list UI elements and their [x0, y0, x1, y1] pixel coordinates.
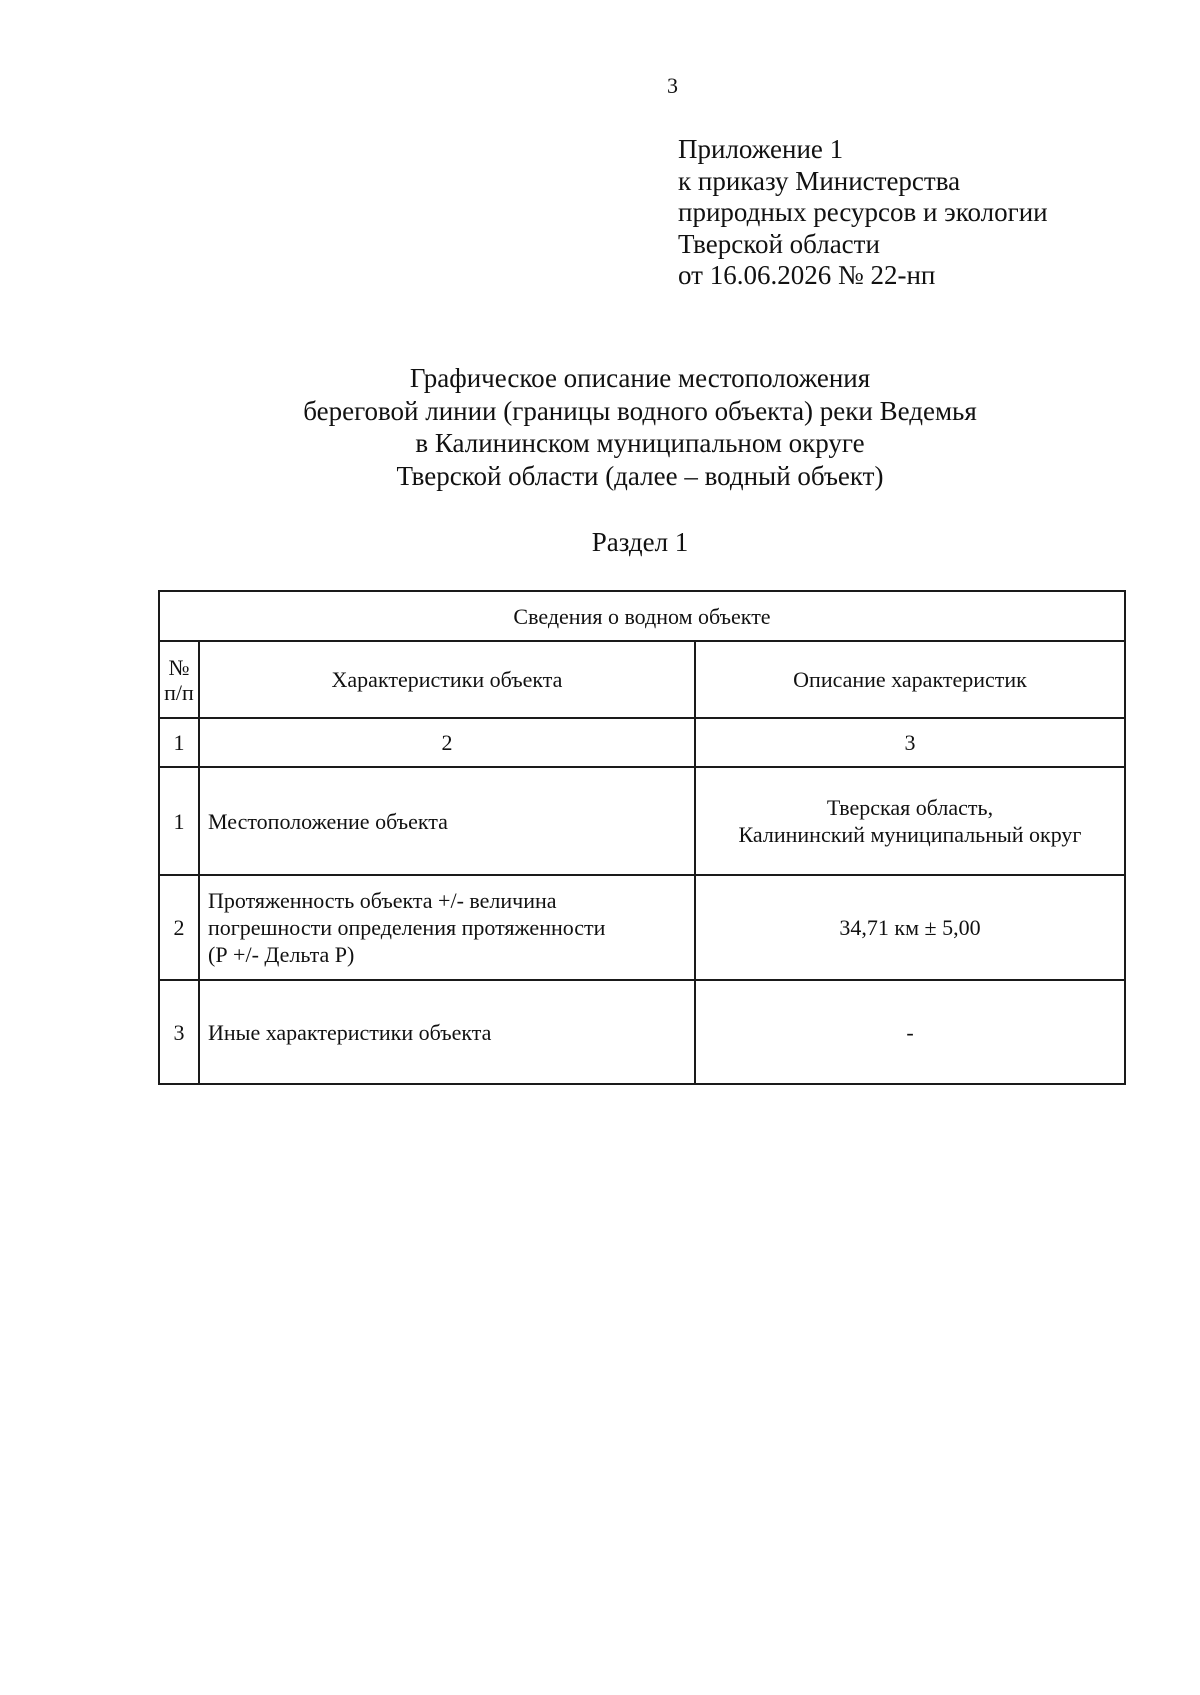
- header-number: [159, 641, 199, 718]
- header-description: Описание характеристик: [695, 641, 1125, 718]
- description-line: Калининский муниципальный округ: [738, 822, 1082, 847]
- characteristic-line: погрешности определения протяженности: [208, 915, 606, 940]
- row-description: [695, 980, 1125, 1084]
- appendix-header: [678, 134, 1048, 292]
- row-description: [695, 767, 1125, 875]
- column-index: 1: [159, 718, 199, 767]
- row-number: 3: [159, 980, 199, 1084]
- appendix-line: к приказу Министерства: [678, 165, 961, 196]
- description-line: 34,71 км ± 5,00: [839, 915, 981, 940]
- title-line: в Калининском муниципальном округе: [415, 428, 865, 458]
- appendix-line: Приложение 1: [678, 134, 844, 164]
- row-characteristic: [199, 875, 695, 980]
- appendix-line: природных ресурсов и экологии: [678, 197, 1048, 227]
- appendix-line: Тверской области: [678, 228, 880, 259]
- title-line: береговой линии (границы водного объекта) реки Ведемья: [303, 395, 977, 426]
- row-characteristic: [199, 980, 695, 1084]
- water-object-table: [158, 590, 1126, 1085]
- title-line: Графическое описание местоположения: [409, 363, 871, 393]
- row-number: 2: [159, 875, 199, 980]
- row-number: 1: [159, 767, 199, 875]
- table-row: [159, 980, 1125, 1084]
- table-caption-row: [159, 591, 1125, 641]
- section-title: Раздел 1: [591, 527, 689, 557]
- header-number-line: п/п: [164, 679, 194, 705]
- title-line: Тверской области (далее – водный объект): [396, 460, 884, 491]
- column-index: 2: [199, 718, 695, 767]
- table-row: [159, 875, 1125, 980]
- description-line: Тверская область,: [826, 795, 994, 820]
- row-characteristic: [199, 767, 695, 875]
- characteristic-line: Иные характеристики объекта: [208, 1019, 492, 1045]
- row-description: [695, 875, 1125, 980]
- column-index-row: [159, 718, 1125, 767]
- characteristic-line: (Р +/- Дельта Р): [208, 942, 355, 967]
- table-row: [159, 767, 1125, 875]
- description-line: -: [906, 1019, 914, 1045]
- appendix-line: от 16.06.2026 № 22-нп: [678, 260, 936, 290]
- table-caption: Сведения о водном объекте: [159, 591, 1125, 641]
- document-title: [200, 362, 1080, 492]
- page-number: 3: [667, 73, 678, 98]
- characteristic-line: Местоположение объекта: [208, 808, 448, 834]
- header-characteristics: Характеристики объекта: [199, 641, 695, 718]
- header-number-line: №: [168, 654, 190, 680]
- column-index: 3: [695, 718, 1125, 767]
- characteristic-line: Протяженность объекта +/- величина: [208, 888, 557, 913]
- table-header-row: [159, 641, 1125, 718]
